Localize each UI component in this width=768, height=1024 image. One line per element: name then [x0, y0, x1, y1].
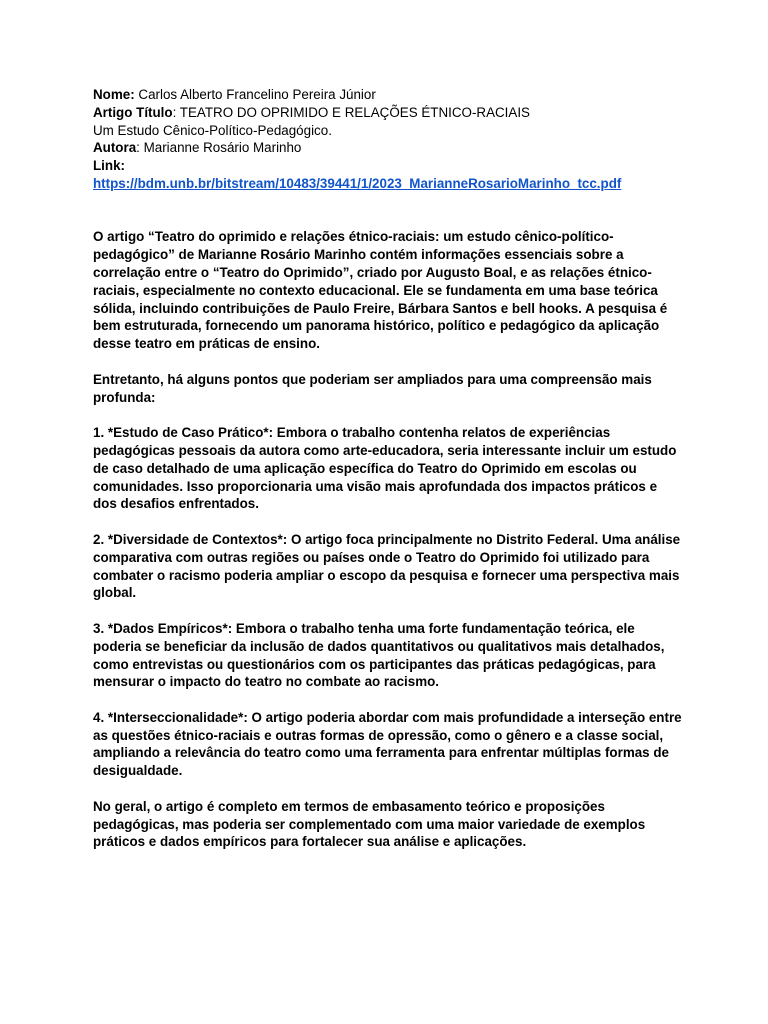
author-line	[93, 139, 683, 157]
point-3-paragraph: 3. *Dados Empíricos*: Embora o trabalho tenha uma forte fundamentação teórica, ele poderia se beneficiar da inclusão de dados quantitativos ou qualitativos mais detalhados, como entrevistas ou questionários com os participantes das práticas pedagógicas, para mensurar o impacto do teatro no combate ao racismo.	[93, 620, 665, 690]
name-line	[93, 86, 683, 104]
title-line	[93, 104, 683, 122]
point-2-paragraph: 2. *Diversidade de Contextos*: O artigo foca principalmente no Distrito Federal. Uma análise comparativa com outras regiões ou países onde o Teatro do Oprimido foi utilizado para combater o racismo poderia ampliar o escopo da pesquisa e fornecer uma perspectiva mais global.	[93, 531, 681, 601]
point-1-paragraph: 1. *Estudo de Caso Prático*: Embora o trabalho contenha relatos de experiências pedagógicas pessoais da autora como arte-educadora, seria interessante incluir um estudo de caso detalhado de uma aplicação específica do Teatro do Oprimido em escolas ou comunidades. Isso proporcionaria uma visão mais aprofundada dos impactos práticos e dos desafios enfrentados.	[93, 425, 677, 512]
intro-paragraph: O artigo “Teatro do oprimido e relações étnico-raciais: um estudo cênico-político-pedagógico” de Marianne Rosário Marinho contém informações essenciais sobre a correlação entre o “Teatro do Oprimido”, criado por Augusto Boal, e as relações étnico-raciais, especialmente no contexto educacional. Ele se fundamenta em uma base teórica sólida, incluindo contribuições de Paulo Freire, Bárbara Santos e bell hooks. A pesquisa é bem estruturada, fornecendo um panorama histórico, político e pedagógico da aplicação desse teatro em práticas de ensino.	[93, 229, 668, 352]
subtitle-line: Um Estudo Cênico-Político-Pedagógico.	[93, 122, 332, 138]
article-link[interactable]: https://bdm.unb.br/bitstream/10483/39441/1/2023_MarianneRosarioMarinho_tcc.pdf	[93, 175, 622, 191]
document-page	[93, 86, 683, 851]
author-value: : Marianne Rosário Marinho	[136, 140, 302, 156]
conclusion-paragraph: No geral, o artigo é completo em termos de embasamento teórico e proposições pedagógicas, mas poderia ser complementado com uma maior variedade de exemplos práticos e dados empíricos para fortalecer sua análise e aplicações.	[93, 798, 646, 850]
name-value: Carlos Alberto Francelino Pereira Júnior	[134, 87, 376, 102]
link-label: Link:	[93, 158, 125, 174]
point-4-paragraph: 4. *Interseccionalidade*: O artigo poderia abordar com mais profundidade a interseção entre as questões étnico-raciais e outras formas de opressão, como o gênero e a classe social, ampliando a relevância do teatro como uma ferramenta para enfrentar múltiplas formas de desigualdade.	[93, 709, 682, 779]
author-label: Autora	[93, 140, 137, 156]
title-value: : TEATRO DO OPRIMIDO E RELAÇÕES ÉTNICO-RACIAIS	[172, 104, 530, 120]
title-label: Artigo Título	[93, 104, 173, 120]
transition-paragraph: Entretanto, há alguns pontos que poderiam ser ampliados para uma compreensão mais profunda:	[93, 371, 652, 405]
name-label: Nome:	[93, 87, 135, 102]
